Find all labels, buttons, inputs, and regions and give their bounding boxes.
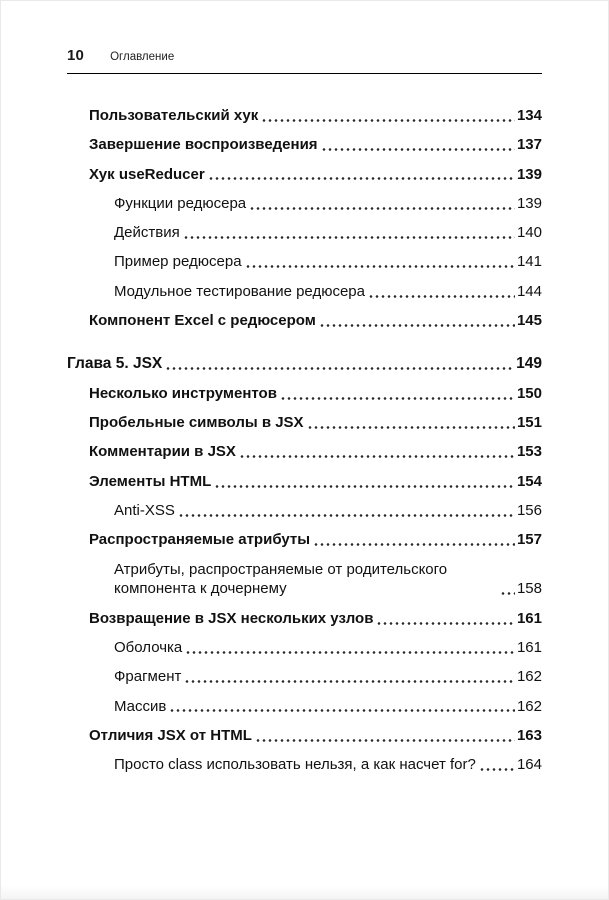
toc-entry-page-number: 145 — [516, 312, 542, 330]
toc-chapter-entry — [67, 354, 542, 374]
toc-entry-label: Отличия JSX от HTML — [89, 726, 252, 744]
toc-entry-page-number: 158 — [516, 580, 542, 598]
toc-entry-page-number: 157 — [516, 531, 542, 549]
table-of-contents — [67, 106, 542, 775]
dot-leader — [480, 767, 515, 772]
toc-entry-page-number: 134 — [516, 107, 542, 124]
toc-entry — [67, 282, 542, 302]
toc-entry — [67, 755, 542, 775]
toc-entry-label: Комментарии в JSX — [89, 443, 236, 461]
toc-entry-label: Завершение воспроизведения — [89, 136, 318, 154]
toc-entry — [67, 501, 542, 521]
toc-entry-page-number: 154 — [516, 472, 542, 490]
toc-entry — [67, 413, 542, 433]
toc-entry-page-number: 163 — [516, 726, 542, 744]
toc-entry-page-number: 144 — [516, 282, 542, 300]
toc-entry — [67, 697, 542, 717]
toc-entry — [67, 472, 542, 492]
toc-entry-label: Действия — [114, 224, 180, 242]
toc-entry — [67, 530, 542, 550]
toc-entry — [67, 442, 542, 462]
toc-entry — [67, 667, 542, 687]
toc-entry-label: Пример редюсера — [114, 253, 242, 271]
dot-leader — [240, 454, 515, 459]
toc-entry-label: Элементы HTML — [89, 472, 212, 490]
dot-leader — [320, 323, 515, 328]
toc-entry-page-number: 150 — [516, 384, 542, 402]
dot-leader — [314, 542, 515, 547]
toc-entry-page-number: 162 — [516, 697, 542, 715]
toc-entry-page-number: 139 — [516, 165, 542, 183]
dot-leader — [256, 738, 515, 743]
running-head-title: Оглавление — [110, 51, 175, 63]
toc-entry-page-number: 162 — [516, 668, 542, 686]
toc-entry-label: Компонент Excel с редюсером — [89, 312, 316, 330]
toc-entry — [67, 135, 542, 155]
toc-entry-page-number: 137 — [516, 136, 542, 154]
toc-entry — [67, 609, 542, 629]
toc-entry-page-number: 153 — [516, 443, 542, 461]
dot-leader — [170, 708, 515, 713]
dot-leader — [166, 366, 514, 371]
dot-leader — [281, 396, 515, 401]
dot-leader — [250, 206, 515, 211]
toc-entry-label: Anti-XSS — [114, 502, 175, 520]
toc-entry-label: Несколько инструментов — [89, 384, 277, 402]
toc-entry-label: Хук useReducer — [89, 165, 205, 183]
dot-leader — [246, 264, 515, 269]
dot-leader — [369, 294, 515, 299]
toc-entry-label: Оболочка — [114, 639, 183, 656]
toc-entry-label: Глава 5. JSX — [67, 354, 163, 372]
dot-leader — [186, 650, 515, 655]
toc-entry-label: Распространяемые атрибуты — [89, 531, 311, 549]
dot-leader — [322, 147, 515, 152]
dot-leader — [308, 425, 515, 430]
toc-entry-page-number: 149 — [516, 354, 542, 372]
dot-leader — [377, 621, 515, 626]
toc-entry — [67, 223, 542, 243]
dot-leader — [262, 118, 515, 123]
toc-entry-page-number: 161 — [516, 609, 542, 627]
toc-entry-label: Функции редюсера — [114, 194, 247, 212]
toc-entry-label: Просто class использовать нельзя, а как насчет for? — [114, 756, 476, 774]
running-head — [67, 47, 542, 64]
toc-entry — [67, 560, 542, 600]
toc-entry — [67, 384, 542, 404]
toc-entry-label: Модульное тестирование редюсера — [114, 282, 365, 300]
toc-entry-label: Пробельные символы в JSX — [89, 414, 304, 432]
toc-entry — [67, 165, 542, 185]
dot-leader — [209, 176, 515, 181]
toc-entry-page-number: 140 — [516, 224, 542, 242]
toc-entry — [67, 252, 542, 272]
page-number: 10 — [67, 47, 85, 64]
toc-entry — [67, 726, 542, 746]
dot-leader — [184, 235, 515, 240]
toc-entry — [67, 311, 542, 331]
dot-leader — [215, 484, 515, 489]
toc-entry — [67, 194, 542, 214]
toc-entry-page-number: 164 — [516, 756, 542, 774]
toc-entry-page-number: 161 — [516, 639, 542, 656]
toc-entry-label: Атрибуты, распространяемые от родительского компонента к дочернему — [114, 560, 448, 598]
toc-entry-page-number: 156 — [516, 502, 542, 520]
toc-entry-label: Пользовательский хук — [89, 107, 259, 124]
header-rule — [67, 73, 542, 74]
dot-leader — [179, 513, 515, 518]
toc-entry-label: Массив — [114, 697, 167, 715]
dot-leader — [501, 591, 515, 596]
toc-entry-label: Возвращение в JSX нескольких узлов — [89, 609, 374, 627]
toc-entry-page-number: 141 — [516, 253, 542, 271]
toc-entry-page-number: 151 — [516, 414, 542, 432]
dot-leader — [185, 679, 515, 684]
toc-entry-label: Фрагмент — [114, 668, 182, 686]
toc-entry — [67, 106, 542, 126]
toc-entry-page-number: 139 — [516, 194, 542, 212]
toc-entry — [67, 638, 542, 658]
